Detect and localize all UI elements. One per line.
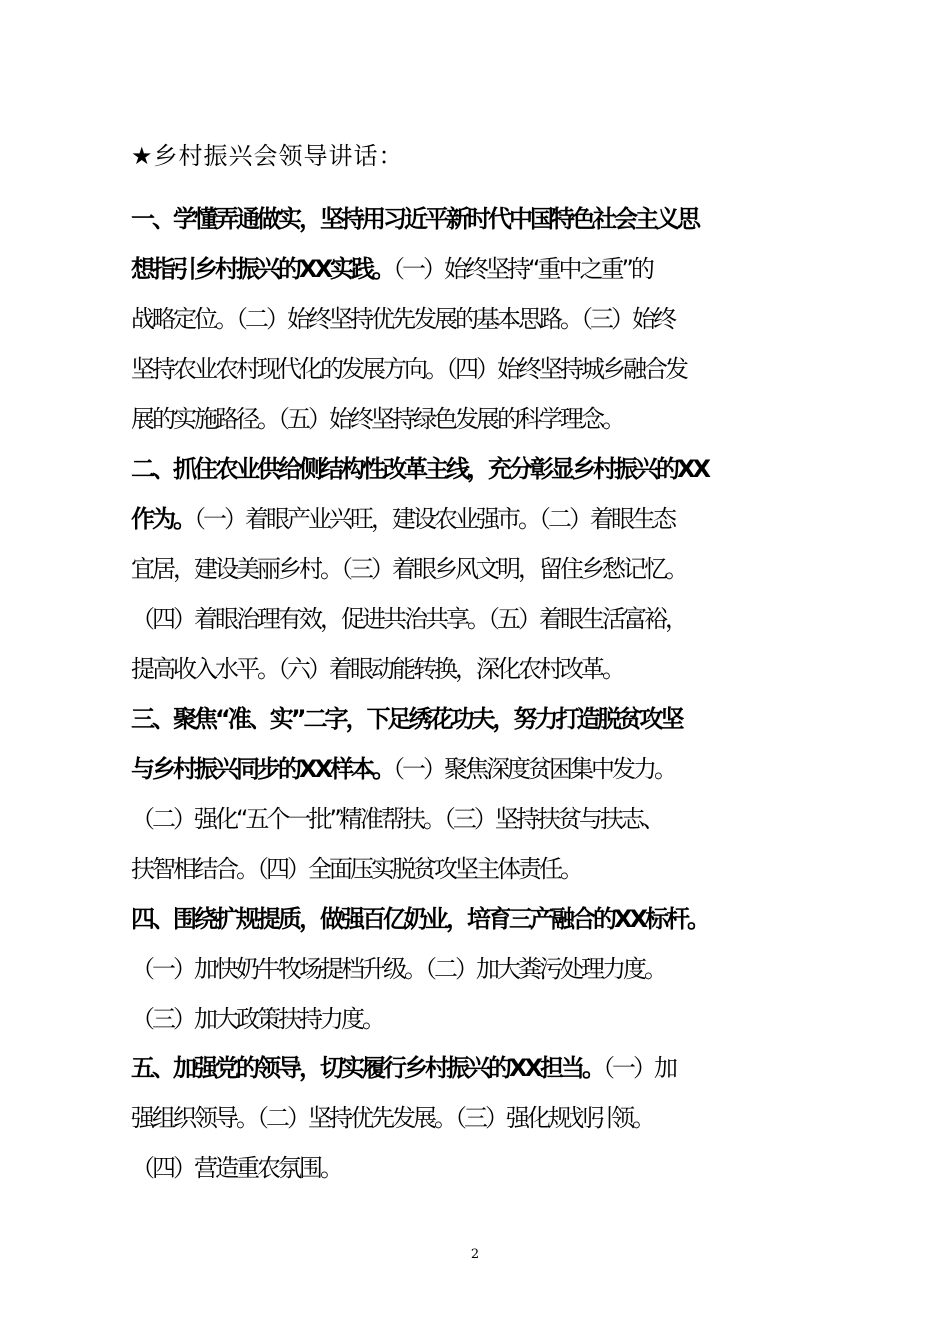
section-line: [131, 944, 831, 994]
section-heading: 作为。: [131, 505, 194, 533]
section-heading: 想指引乡村振兴的XX实践。: [131, 255, 394, 283]
section-body: （二）强化“五个一批”精准帮扶。（三）坚持扶贫与扶志、: [131, 805, 663, 833]
section-line: [131, 644, 831, 694]
section-body: 坚持农业农村现代化的发展方向。（四）始终坚持城乡融合发: [131, 355, 686, 383]
section-line: [131, 594, 831, 644]
section-body: 强组织领导。（二）坚持优先发展。（三）强化规划引领。: [131, 1104, 653, 1132]
section-body: （四）着眼治理有效，促进共治共享。（五）着眼生活富裕，: [131, 605, 686, 633]
section-line: [131, 294, 831, 344]
section-body: （一）着眼产业兴旺，建设农业强市。（二）着眼生态: [194, 505, 674, 533]
section-heading: 二、抓住农业供给侧结构性改革主线，充分彰显乡村振兴的XX: [131, 455, 709, 483]
section-body: （一）加: [603, 1054, 676, 1082]
section-body: 提高收入水平。（六）着眼动能转换，深化农村改革。: [131, 655, 623, 683]
section-body: （一）聚焦深度贫困集中发力。: [393, 755, 676, 783]
section-body: （一）加快奶牛牧场提档升级。（二）加大粪污处理力度。: [131, 955, 665, 983]
section-body: 展的实施路径。（五）始终坚持绿色发展的科学理念。: [131, 405, 623, 433]
section-1: [131, 194, 831, 444]
section-heading: 四、围绕扩规提质，做强百亿奶业，培育三产融合的XX标杆。: [131, 905, 709, 933]
section-line: [131, 544, 831, 594]
section-body: （四）营造重农氛围。: [131, 1154, 341, 1182]
section-body: （三）加大政策扶持力度。: [131, 1005, 383, 1033]
section-line: [131, 1143, 831, 1193]
section-line: [131, 444, 831, 494]
section-heading: 一、学懂弄通做实，坚持用习近平新时代中国特色社会主义思: [131, 205, 698, 233]
section-heading: 三、聚焦“准、实”二字，下足绣花功夫，努力打造脱贫攻坚: [131, 705, 682, 733]
section-line: [131, 894, 831, 944]
section-line: [131, 844, 831, 894]
section-3: [131, 694, 831, 894]
section-body: 扶智相结合。（四）全面压实脱贫攻坚主体责任。: [131, 855, 581, 883]
section-5: [131, 1043, 831, 1193]
section-line: [131, 244, 831, 294]
section-heading: 与乡村振兴同步的XX样本。: [131, 755, 394, 783]
page-number: 2: [470, 1247, 480, 1262]
section-heading: 五、加强党的领导，切实履行乡村振兴的XX担当。: [131, 1054, 604, 1082]
section-line: [131, 344, 831, 394]
section-line: [131, 694, 831, 744]
section-line: [131, 194, 831, 244]
section-line: [131, 394, 831, 444]
section-body: 宜居，建设美丽乡村。（三）着眼乡风文明，留住乡愁记忆。: [131, 555, 686, 583]
section-line: [131, 1043, 831, 1093]
section-line: [131, 994, 831, 1044]
section-4: [131, 894, 831, 1044]
section-body: 战略定位。（二）始终坚持优先发展的基本思路。（三）始终: [131, 305, 674, 333]
section-line: [131, 494, 831, 544]
section-line: [131, 794, 831, 844]
section-line: [131, 1093, 831, 1143]
section-2: [131, 444, 831, 694]
page-title: ★乡村振兴会领导讲话：: [131, 142, 404, 170]
section-line: [131, 744, 831, 794]
section-body: （一）始终坚持“重中之重”的: [393, 255, 652, 283]
